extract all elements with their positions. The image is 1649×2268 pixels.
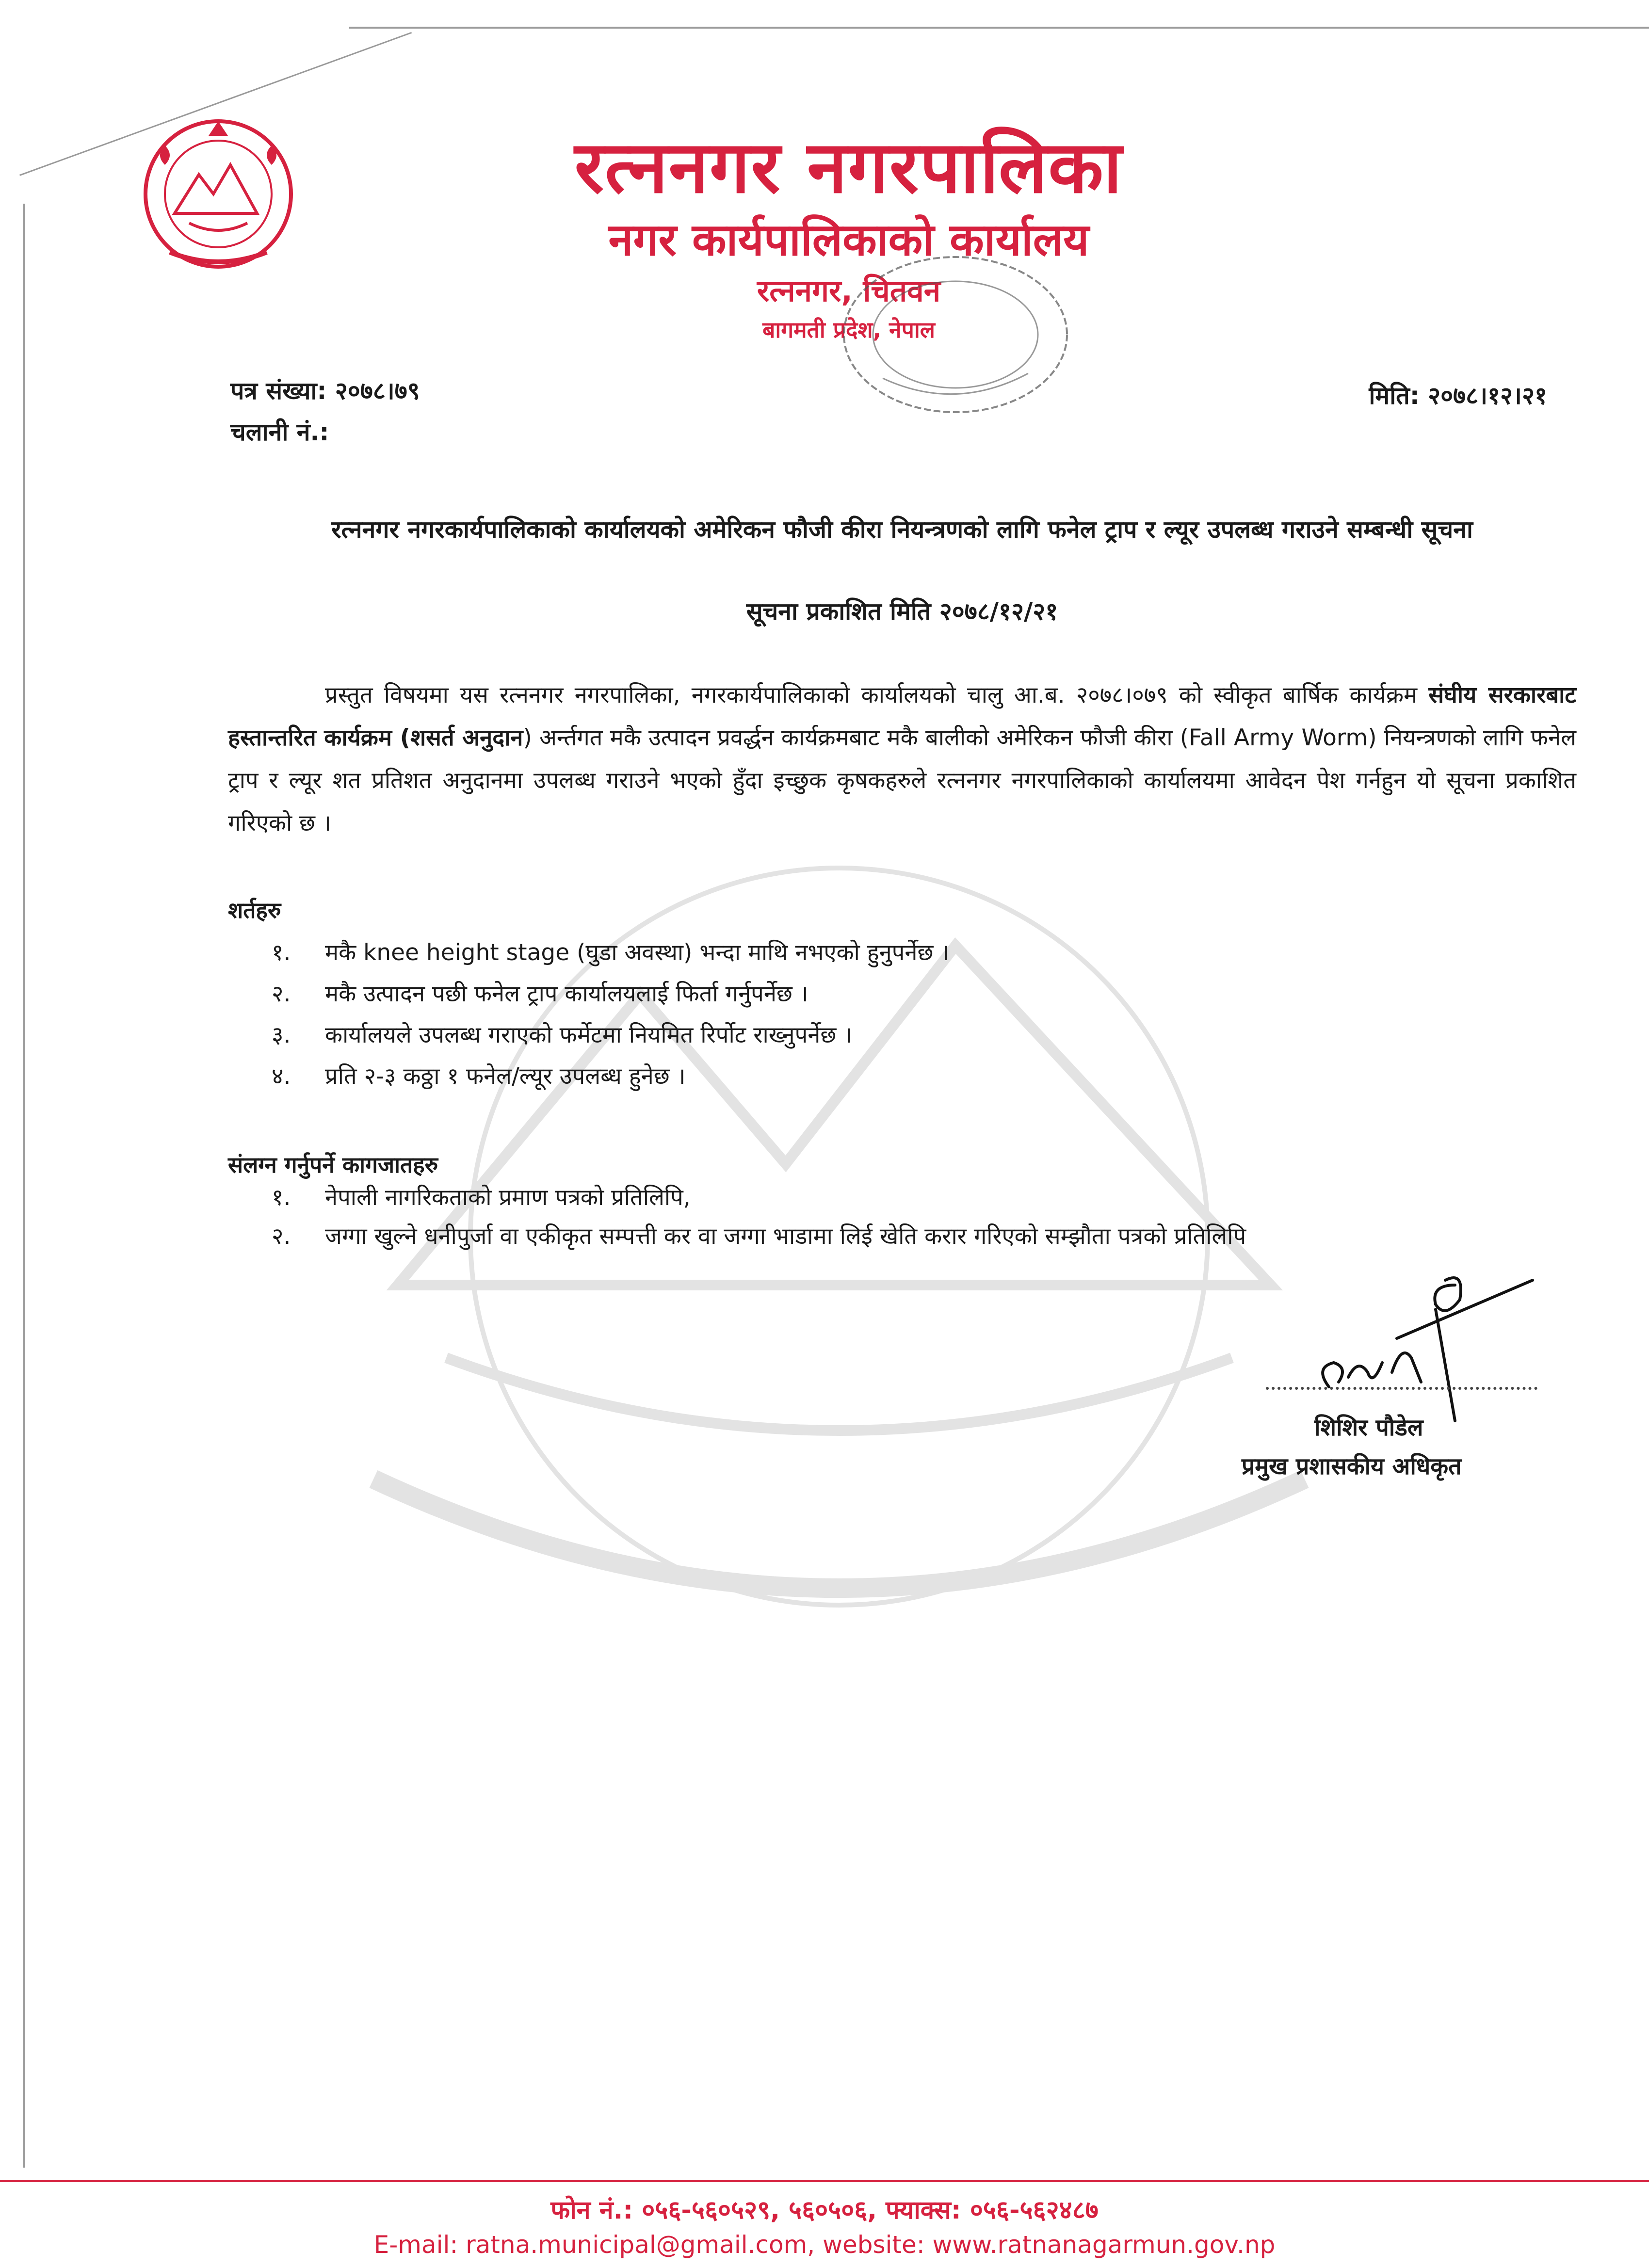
list-item [272,1021,852,1050]
signature-line [1266,1387,1537,1390]
office-name: नगर कार्यपालिकाको कार्यालय [608,214,1089,266]
notice-subject: रत्ननगर नगरकार्यपालिकाको कार्यालयको अमेरिकन फौजी कीरा नियन्त्रणको लागि फनेल ट्राप र ल्यूर उपलब्ध गराउने सम्बन्धी सूचना [331,515,1473,544]
item-number: २. [272,1223,291,1250]
emblem-watermark-icon [301,849,1377,1673]
dispatch-number: चलानी नं.: [230,418,329,446]
item-text: कार्यालयले उपलब्ध गराएको फर्मेटमा नियमित रिर्पोट राख्नुपर्नेछ । [325,1022,853,1048]
item-number: २. [272,981,291,1007]
signatory-title: प्रमुख प्रशासकीय अधिकृत [1242,1453,1462,1480]
body-bold-program: संघीय सरकारबाट हस्तान्तरित कार्यक्रम (शसर्त अनुदान [228,682,1577,751]
body-text-part2: ) अर्न्तगत मकै उत्पादन प्रवर्द्धन कार्यक्रमबाट मकै बालीको अमेरिकन फौजी कीरा (Fall Army Worm) नियन्त्रणको लागि फनेल ट्राप र ल्यूर शत प्रतिशत अनुदानमा उपलब्ध गराउने भएको हुँदा इच्छुक कृषकहरुले रत्ननगर नगरपालिकाको कार्यालयमा आवेदन पेश गर्नहुन यो सूचना प्रकाशित गरिएको छ । [228,724,1576,836]
item-number: ४. [272,1063,291,1090]
conditions-heading: शर्तहरु [228,897,281,923]
org-name: रत्ननगर नगरपालिका [574,126,1123,209]
item-number: १. [272,939,291,966]
list-item [272,1183,691,1212]
item-number: ३. [272,1022,291,1048]
handwritten-signature-icon [1300,1261,1542,1426]
letter-number: पत्र संख्या: २०७८।७९ [230,377,420,405]
letter-date: मिति: २०७८।१२।२१ [1369,382,1547,410]
item-text: मकै उत्पादन पछी फनेल ट्राप कार्यालयलाई फिर्ता गर्नुपर्नेछ । [325,981,808,1007]
org-place: रत्ननगर, चितवन [757,273,941,308]
footer-divider [0,2180,1649,2182]
nepal-emblem-icon [136,112,301,276]
org-province: बागमती प्रदेश, नेपाल [762,317,935,343]
scan-edge-top [349,27,1649,29]
notice-body [228,674,1576,845]
footer-phone: फोन नं.: ०५६-५६०५२९, ५६०५०६, फ्याक्स: ०५६-५६२४८७ [550,2196,1099,2225]
attachments-heading: संलग्न गर्नुपर्ने कागजातहरु [228,1152,438,1178]
item-text: प्रति २-३ कठ्ठा १ फनेल/ल्यूर उपलब्ध हुनेछ । [325,1063,686,1090]
list-item [272,1062,685,1091]
body-text-part1: प्रस्तुत विषयमा यस रत्ननगर नगरपालिका, नगरकार्यपालिकाको कार्यालयको चालु आ.ब. २०७८।०७९ को स्वीकृत बार्षिक कार्यक्रम [325,682,1429,708]
list-item [272,938,949,967]
office-stamp-icon [824,252,1077,436]
notice-published-date: सूचना प्रकाशित मिति २०७८/१२/२१ [746,597,1058,626]
item-text: नेपाली नागरिकताको प्रमाण पत्रको प्रतिलिपि, [325,1184,691,1211]
scan-edge-left [23,204,25,2168]
list-item [272,980,808,1009]
item-number: १. [272,1184,291,1211]
signatory-name: शिशिर पौडेल [1314,1414,1423,1441]
footer-email: E-mail: ratna.municipal@gmail.com, website: www.ratnanagarmun.gov.np [373,2231,1276,2259]
item-text: मकै knee height stage (घुडा अवस्था) भन्दा माथि नभएको हुनुपर्नेछ । [325,939,950,966]
list-item [272,1222,1246,1251]
item-text: जग्गा खुल्ने धनीपुर्जा वा एकीकृत सम्पत्ती कर वा जग्गा भाडामा लिई खेति करार गरिएको सम्झौता पत्रको प्रतिलिपि [325,1223,1246,1250]
